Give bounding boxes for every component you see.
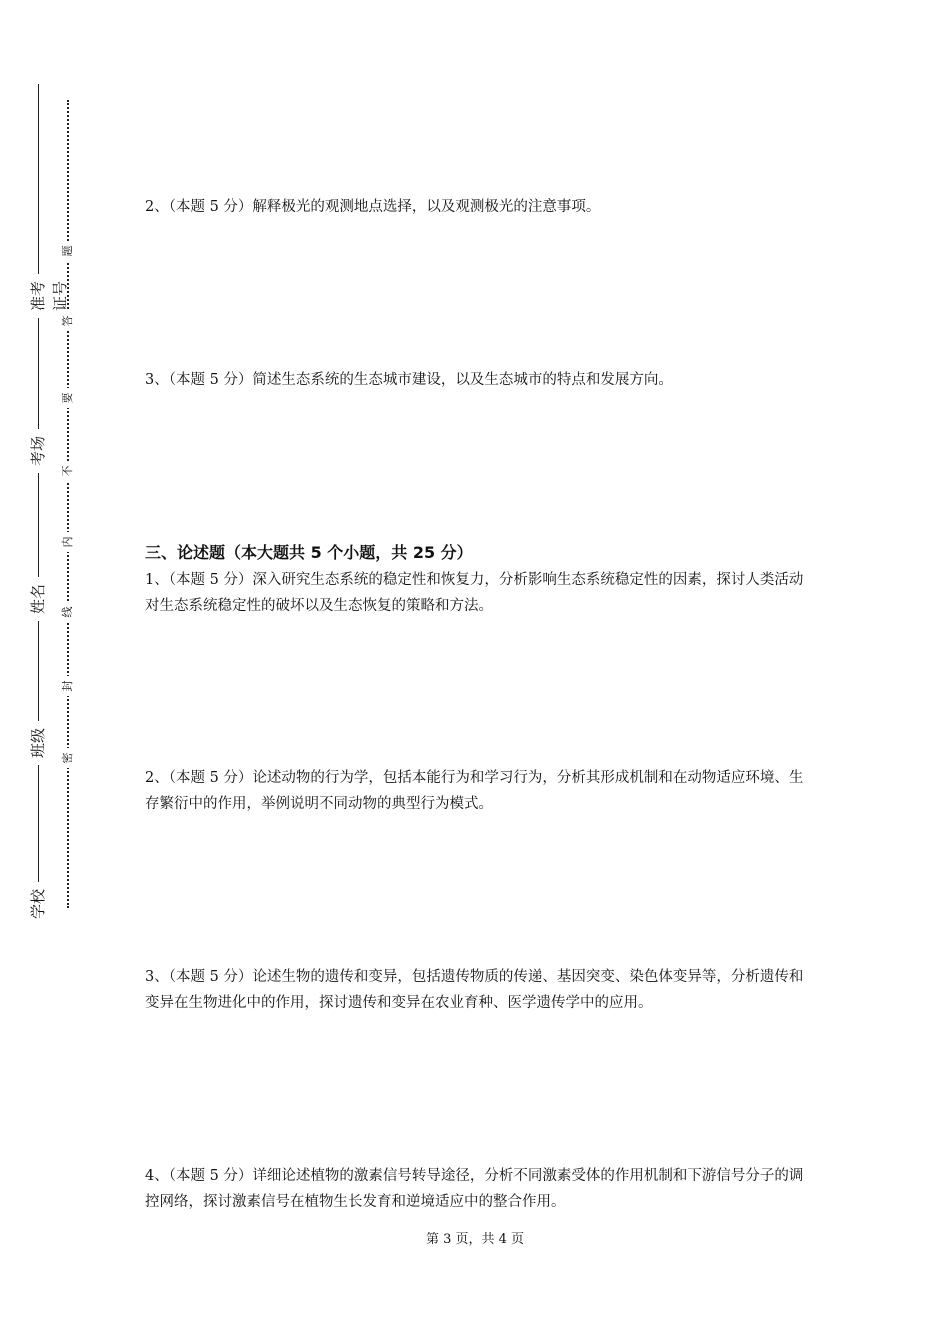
field-school-label: 学校: [27, 882, 49, 926]
question-3-2: 2、（本题 5 分）论述动物的行为学，包括本能行为和学习行为，分析其形成机制和在动物适应环境、生存繁衍中的作用，举例说明不同动物的典型行为模式。: [145, 770, 804, 812]
field-name-label: 姓名: [27, 577, 49, 621]
question-3-1: 1、（本题 5 分）深入研究生态系统的稳定性和恢复力，分析影响生态系统稳定性的因素，探讨人类活动对生态系统稳定性的破坏以及生态恢复的策略和方法。: [145, 572, 804, 614]
seal-char-7: 封: [60, 676, 76, 696]
question-2-3: 3、（本题 5 分）简述生态系统的生态城市建设，以及生态城市的特点和发展方向。: [145, 372, 673, 388]
page-number: 第 3 页，共 4 页: [425, 1232, 525, 1247]
field-exam-room-label: 考场: [27, 429, 49, 473]
question-3-3: 3、（本题 5 分）论述生物的遗传和变异，包括遗传物质的传递、基因突变、染色体变异等，分析遗传和变异在生物进化中的作用，探讨遗传和变异在农业育种、医学遗传学中的应用。: [145, 969, 804, 1011]
field-class-label: 班级: [27, 721, 49, 765]
seal-char-3: 要: [60, 388, 76, 408]
seal-char-4: 不: [60, 461, 76, 481]
seal-char-6: 线: [60, 602, 76, 622]
seal-char-2: 答: [60, 311, 76, 331]
binding-strip: [0, 0, 90, 1344]
seal-char-1: 题: [60, 241, 76, 261]
seal-char-8: 密: [60, 748, 76, 768]
seal-char-5: 内: [60, 532, 76, 552]
question-3-4: 4、（本题 5 分）详细论述植物的激素信号转导途径，分析不同激素受体的作用机制和下游信号分子的调控网络，探讨激素信号在植物生长发育和逆境适应中的整合作用。: [145, 1168, 804, 1210]
binding-dotted-line: [67, 100, 69, 908]
section-3-heading: 三、论述题（本大题共 5 个小题，共 25 分）: [145, 543, 473, 562]
field-exam-number-label: 准考证号: [27, 274, 49, 318]
binding-solid-line: [38, 84, 39, 924]
question-2-2: 2、（本题 5 分）解释极光的观测地点选择，以及观测极光的注意事项。: [145, 199, 601, 215]
